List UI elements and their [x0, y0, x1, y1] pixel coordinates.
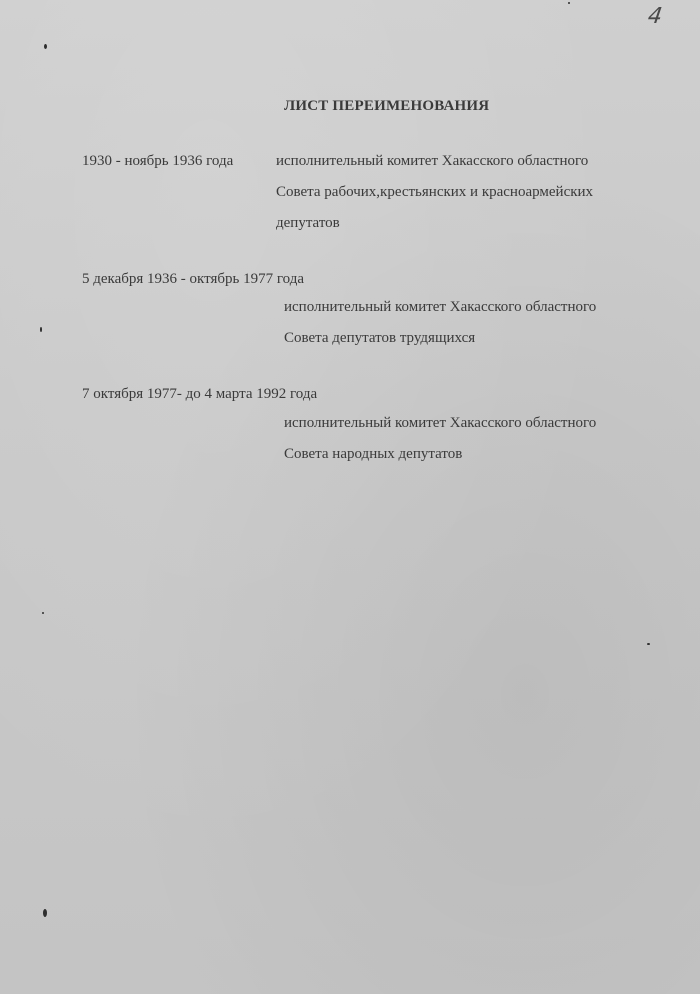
organization-name-3 [284, 408, 596, 470]
organization-line: депутатов [276, 215, 340, 231]
organization-line: исполнительный комитет Хакасского областного [284, 299, 597, 315]
scan-speck [44, 44, 47, 49]
scan-speck [647, 643, 650, 645]
period-1930-1936: 1930 - ноябрь 1936 года [82, 153, 234, 169]
handwritten-page-number: 4 [646, 4, 664, 29]
organization-line: Совета рабочих,крестьянских и красноармейских [276, 184, 594, 200]
scan-speck [42, 612, 44, 614]
organization-line: исполнительный комитет Хакасского областного [284, 415, 597, 431]
period-1936-1977: 5 декабря 1936 - октябрь 1977 года [82, 271, 304, 287]
scan-speck [40, 327, 42, 332]
period-1977-1992: 7 октября 1977- до 4 марта 1992 года [82, 386, 318, 402]
scan-speck [568, 2, 570, 4]
organization-line: исполнительный комитет Хакасского областного [276, 153, 589, 169]
organization-line: Совета народных депутатов [284, 446, 463, 462]
scan-speck [43, 909, 47, 917]
organization-name-1 [276, 146, 593, 239]
page-title: ЛИСТ ПЕРЕИМЕНОВАНИЯ [284, 98, 490, 114]
organization-line: Совета депутатов трудящихся [284, 330, 476, 346]
organization-name-2 [284, 292, 596, 354]
